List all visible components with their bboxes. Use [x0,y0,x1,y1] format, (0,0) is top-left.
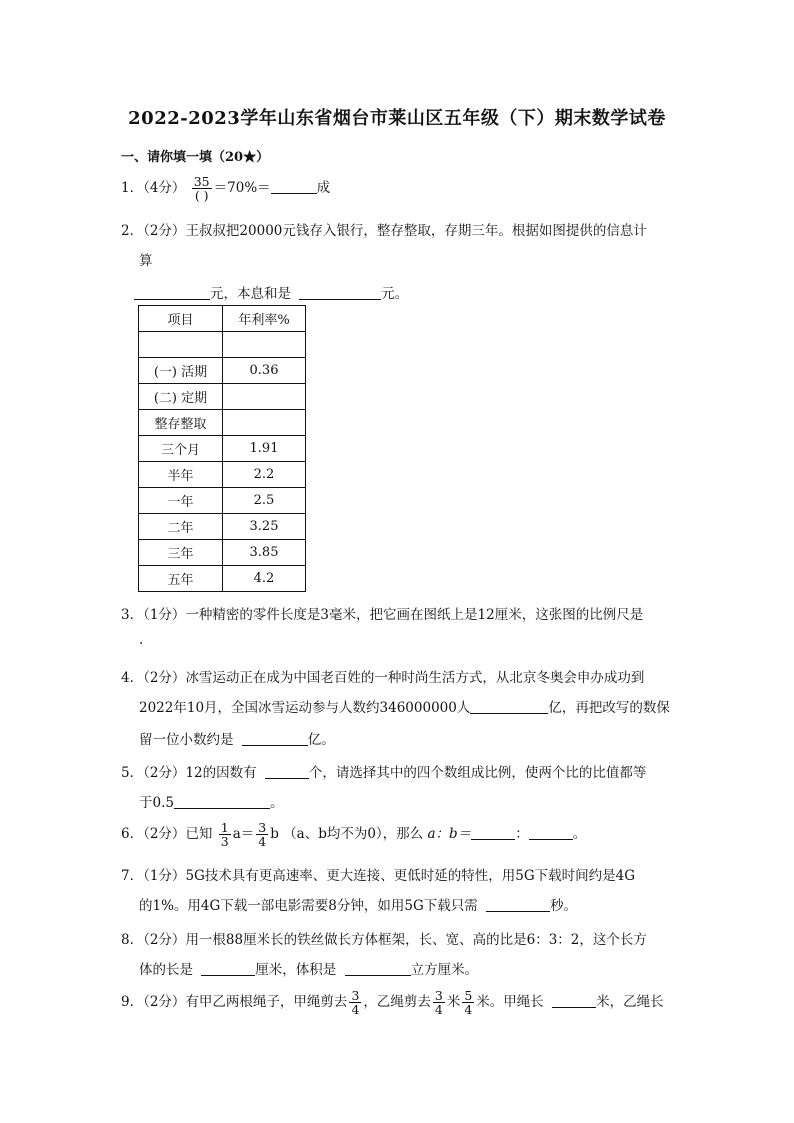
answer-blank[interactable] [471,825,515,840]
table-cell-rate: 4.2 [223,566,306,592]
table-cell-rate [223,384,306,410]
question-text: 立方厘米。 [410,962,479,978]
answer-blank[interactable] [242,731,308,746]
table-cell-item: (二) 定期 [139,384,223,410]
question-5-line-2 [139,791,283,811]
question-2-line-2: 算 [139,253,153,269]
table-row [139,488,306,514]
question-8-line-2 [139,958,478,978]
question-number: 1． [121,180,144,196]
question-3-line-2: . [139,632,144,648]
answer-blank[interactable] [271,179,317,194]
question-text: a：b＝ [427,826,472,842]
question-text: 亿，再把改写的数保 [548,700,670,716]
table-cell-rate: 1.91 [223,436,306,462]
table-row [139,384,306,410]
table-cell-item [139,332,223,358]
table-row [139,514,306,540]
table-header: 年利率% [223,306,306,332]
page-title: 2022-2023学年山东省烟台市莱山区五年级（下）期末数学试卷 [128,108,666,129]
table-cell-item: 整存整取 [139,410,223,436]
question-text: 留一位小数约是 [139,732,234,748]
table-cell-rate: 0.36 [223,358,306,384]
fraction: $\frac{3}{4}$ [351,988,360,1017]
table-row [139,410,306,436]
answer-blank[interactable] [265,764,309,779]
question-text: 。 [269,795,284,811]
question-text: 亿。 [307,732,335,748]
question-text: b [270,826,279,842]
question-text: 秒。 [550,898,578,914]
question-number: 7． [121,868,144,884]
question-2-line-3 [134,282,408,302]
question-number: 9． [121,994,144,1010]
question-4-line-3 [139,728,335,748]
table-row [139,436,306,462]
table-header: 项目 [139,306,223,332]
question-text: 的1%。用4G下载一部电影需要8分钟，如用5G下载只需 [139,898,478,914]
answer-blank[interactable] [174,794,270,809]
question-text: 2022年10月，全国冰雪运动参与人数约346000000人 [139,700,471,716]
answer-blank[interactable] [486,897,550,912]
question-4 [121,666,644,686]
table-row [139,462,306,488]
question-text: ： [515,826,529,842]
table-cell-rate: 3.85 [223,540,306,566]
question-text: 于0.5 [139,795,174,811]
table-cell-item: 一年 [139,488,223,514]
question-2 [121,219,647,239]
question-text: 。 [572,826,587,842]
question-text: 冰雪运动正在成为中国老百姓的一种时尚生活方式，从北京冬奥会申办成功到 [185,670,645,686]
question-text: 个，请选择其中的四个数组成比例，使两个比的比值都等 [308,765,647,781]
table-cell-item: (一) 活期 [139,358,223,384]
table-cell-item: 半年 [139,462,223,488]
answer-blank[interactable] [529,825,573,840]
question-number: 3． [121,607,144,623]
question-number: 5． [121,765,144,781]
question-score: （2分） [143,223,186,239]
question-text: ，乙绳剪去 [363,994,431,1010]
table-row [139,358,306,384]
fraction: $\frac{3}{4}$ [434,988,443,1017]
answer-blank[interactable] [299,285,381,300]
answer-blank[interactable] [470,699,548,714]
question-3 [121,603,643,623]
section-heading: 一、请你填一填（20★） [121,150,270,165]
question-number: 6． [121,826,144,842]
question-7 [121,864,635,884]
question-score: （1分） [143,868,186,884]
question-number: 4． [121,670,144,686]
question-text: 5G技术具有更高速率、更大连接、更低时延的特性，用5G下载时间约是4G [185,868,636,884]
table-header-row [139,306,306,332]
table-cell-item: 五年 [139,566,223,592]
fraction: $\frac{3}{4}$ [258,820,267,849]
table-cell-item: 三年 [139,540,223,566]
question-text: 成 [316,180,331,196]
question-text: 有甲乙两根绳子，甲绳剪去 [185,994,348,1010]
question-text: 厘米，体积是 [255,962,337,978]
question-text: 王叔叔把20000元钱存入银行，整存整取，存期三年。根据如图提供的信息计 [185,223,647,239]
question-number: 2． [121,223,144,239]
interest-rate-table [138,305,306,592]
table-cell-rate: 3.25 [223,514,306,540]
question-text: 用一根88厘米长的铁丝做长方体框架，长、宽、高的比是6：3：2，这个长方 [185,932,647,948]
answer-blank[interactable] [552,993,596,1008]
question-1 [121,175,330,202]
table-cell-rate: 2.5 [223,488,306,514]
question-8 [121,928,647,948]
question-score: （2分） [143,826,186,842]
table-cell-item: 三个月 [139,436,223,462]
table-cell-rate: 2.2 [223,462,306,488]
question-text: 米 [446,994,461,1010]
question-score: （2分） [143,994,186,1010]
question-text: 米。甲绳长 [476,994,544,1010]
table-cell-rate [223,332,306,358]
fraction: $\frac{5}{4}$ [464,988,473,1017]
answer-blank[interactable] [201,961,255,976]
table-cell-item: 二年 [139,514,223,540]
fraction: $\frac{1}{3}$ [220,820,229,849]
question-text: 12的因数有 [185,765,257,781]
question-score: （2分） [143,765,186,781]
question-text: 元。 [381,286,409,302]
question-score: （2分） [143,932,186,948]
question-4-line-2 [139,696,670,716]
fraction: $\frac{35}{( )}$ [193,174,210,203]
answer-blank[interactable] [134,285,210,300]
question-text: （a、b均不为0），那么 [283,826,424,842]
question-number: 8． [121,932,144,948]
question-5 [121,761,646,781]
question-text: 一种精密的零件长度是3毫米，把它画在图纸上是12厘米，这张图的比例尺是 [185,607,644,623]
question-text: 米，乙绳长 [596,994,664,1010]
question-score: （1分） [143,607,186,623]
question-score: （4分） [143,180,186,196]
question-6 [121,821,586,848]
table-row [139,540,306,566]
answer-blank[interactable] [345,961,411,976]
question-text: 体的长是 [139,962,193,978]
question-text: 元，本息和是 [210,286,291,302]
table-row [139,566,306,592]
question-text: 已知 [185,826,213,842]
question-text: a＝ [232,826,255,842]
question-7-line-2 [139,894,577,914]
question-9 [121,989,664,1016]
question-score: （2分） [143,670,186,686]
question-text: ＝70%＝ [213,180,271,196]
table-cell-rate [223,410,306,436]
table-row [139,332,306,358]
